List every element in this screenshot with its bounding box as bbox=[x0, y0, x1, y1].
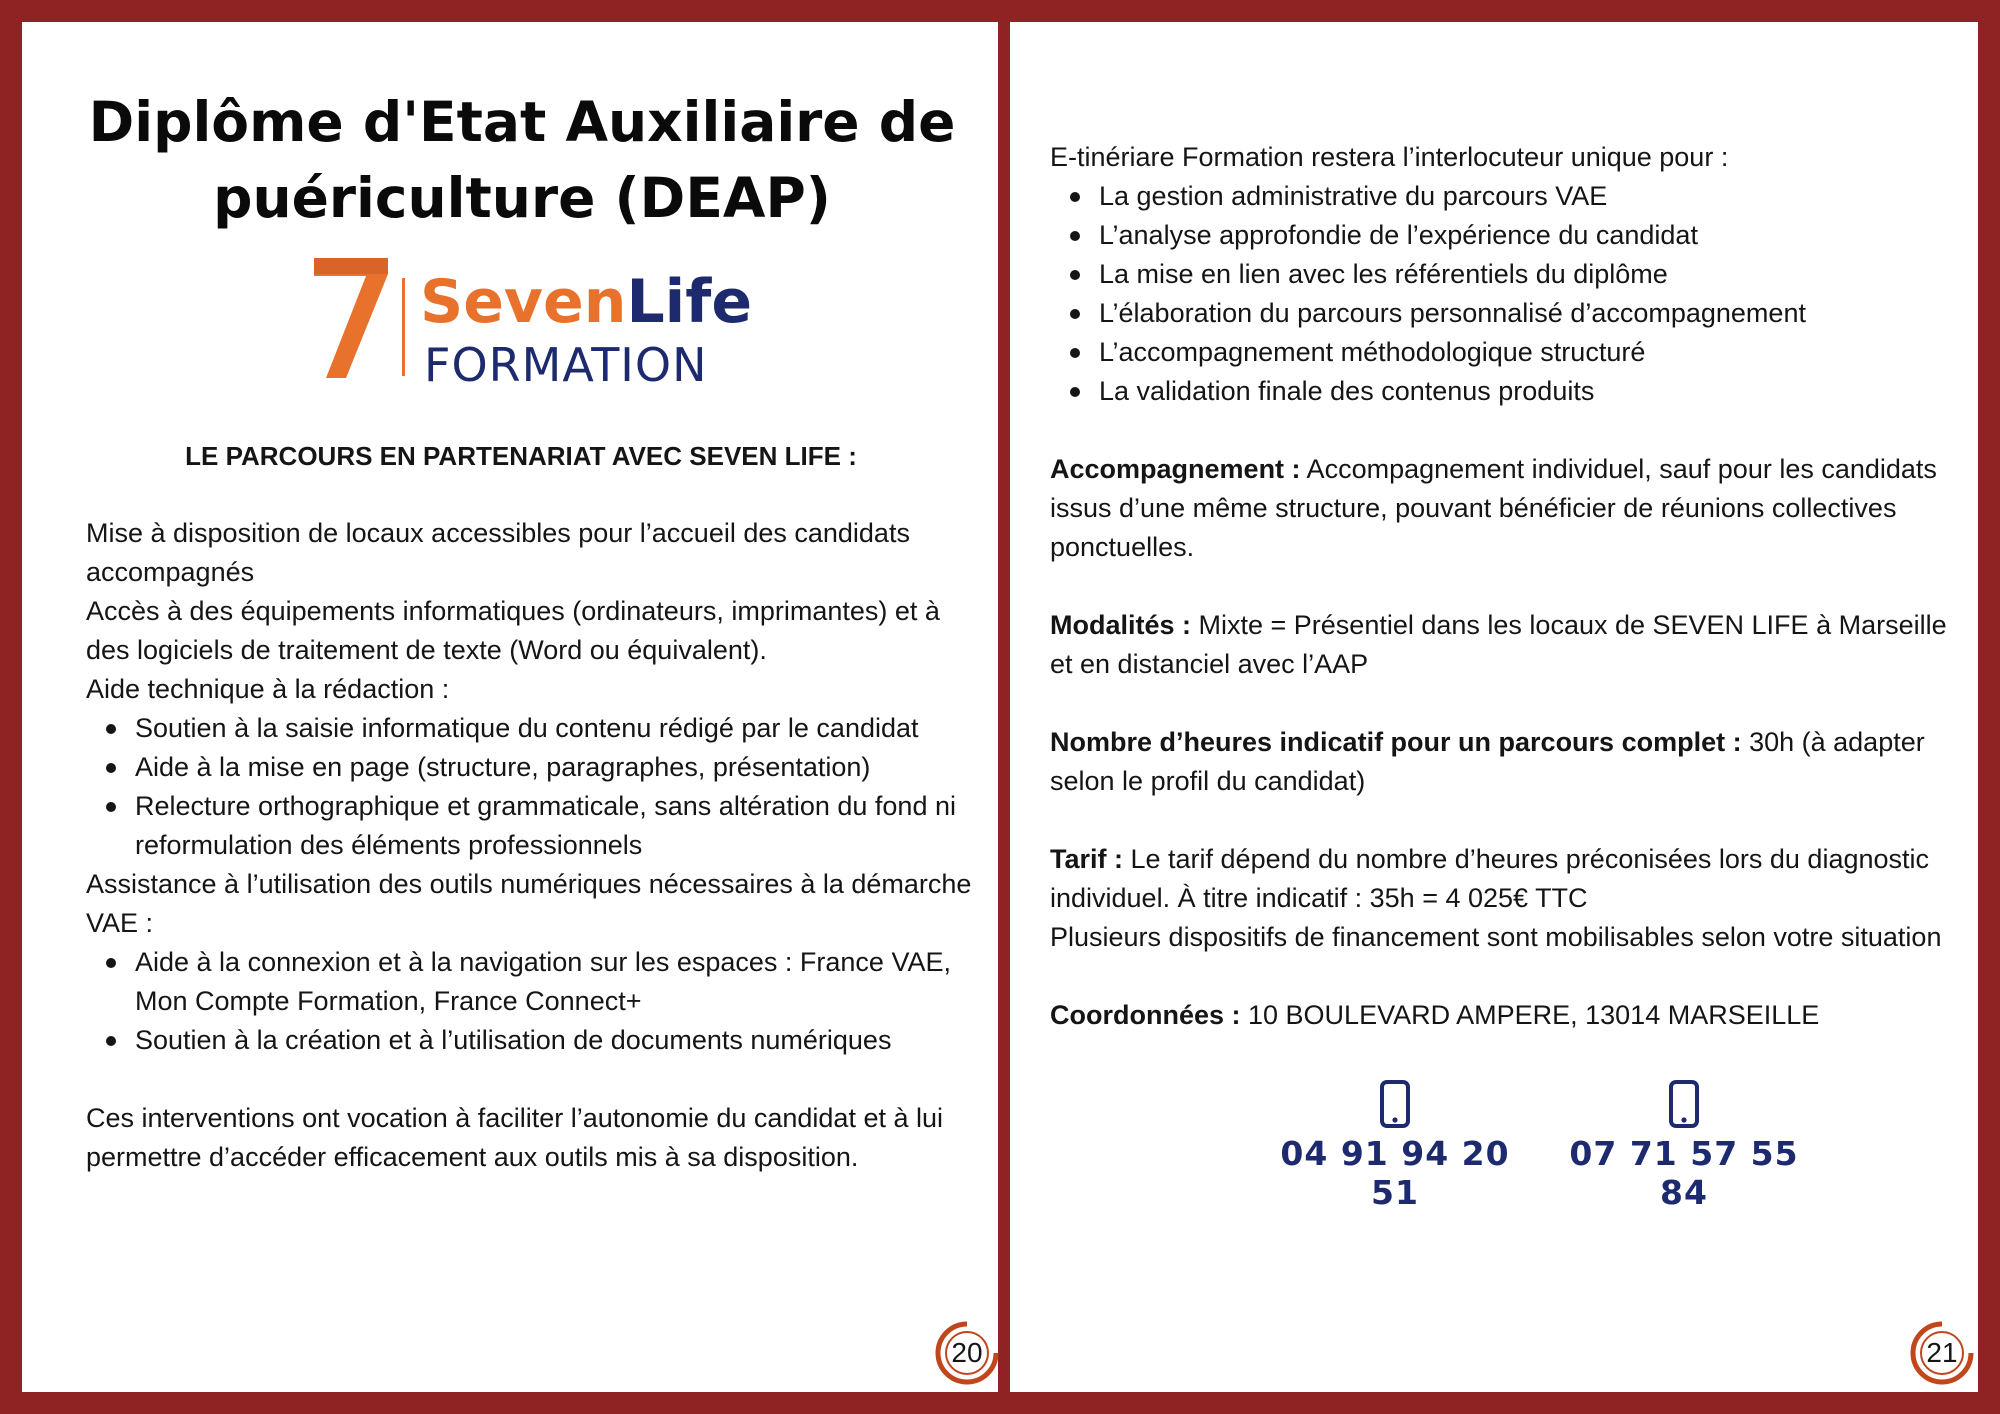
vae-details bbox=[1050, 138, 1950, 1035]
phone-contact-2 bbox=[1554, 1080, 1814, 1212]
title-line-1: Diplôme d'Etat Auxiliaire de bbox=[88, 90, 956, 154]
right-page bbox=[1010, 22, 1978, 1392]
logo-word-life: Life bbox=[626, 267, 753, 337]
document-title bbox=[82, 84, 962, 236]
list-item: La validation finale des contenus produits bbox=[1050, 372, 1950, 411]
sevenlife-logo bbox=[312, 248, 782, 398]
paragraph-closing: Ces interventions ont vocation à faciliter l’autonomie du candidat et à lui permettre d’accéder efficacement aux outils mis à sa disposition. bbox=[86, 1103, 943, 1172]
accompagnement-text: Accompagnement individuel, sauf pour les candidats issus d’une même structure, pouvant bénéficier de réunions collectives ponctuelles. bbox=[1050, 454, 1937, 562]
paragraph-aide-technique: Aide technique à la rédaction : bbox=[86, 674, 450, 704]
title-line-2: puériculture (DEAP) bbox=[213, 166, 831, 230]
page-number-badge bbox=[934, 1320, 1000, 1386]
accompagnement-label: Accompagnement : bbox=[1050, 454, 1301, 484]
coordonnees-label: Coordonnées : bbox=[1050, 1000, 1241, 1030]
intro-text: E-tinériare Formation restera l’interlocuteur unique pour : bbox=[1050, 142, 1729, 172]
logo-subtitle: FORMATION bbox=[424, 338, 708, 392]
modalites-label: Modalités : bbox=[1050, 610, 1192, 640]
phone-number-1[interactable]: 04 91 94 20 51 bbox=[1280, 1134, 1510, 1212]
page-number: 20 bbox=[951, 1337, 983, 1368]
logo-word-seven: Seven bbox=[420, 267, 627, 337]
partnership-heading: LE PARCOURS EN PARTENARIAT AVEC SEVEN LIFE : bbox=[185, 441, 857, 471]
page-number-badge bbox=[1909, 1320, 1975, 1386]
responsibilities-list bbox=[1050, 177, 1950, 411]
logo-divider bbox=[402, 278, 405, 376]
heures-section bbox=[1050, 723, 1950, 801]
tarif-section bbox=[1050, 840, 1950, 918]
list-item: L’accompagnement méthodologique structuré bbox=[1050, 333, 1950, 372]
phone-number-2[interactable]: 07 71 57 55 84 bbox=[1569, 1134, 1799, 1212]
partnership-content bbox=[86, 514, 986, 1177]
list-item: Soutien à la saisie informatique du contenu rédigé par le candidat bbox=[86, 709, 986, 748]
assistance-list bbox=[86, 943, 986, 1060]
list-item: Aide à la connexion et à la navigation sur les espaces : France VAE, Mon Compte Formation, France Connect+ bbox=[86, 943, 986, 1021]
tarif-text: Le tarif dépend du nombre d’heures préconisées lors du diagnostic individuel. À titre indicatif : 35h = 4 025€ TTC bbox=[1050, 844, 1930, 913]
modalites-section bbox=[1050, 606, 1950, 684]
list-item: La mise en lien avec les référentiels du diplôme bbox=[1050, 255, 1950, 294]
list-item: Aide à la mise en page (structure, paragraphes, présentation) bbox=[86, 748, 986, 787]
heures-label: Nombre d’heures indicatif pour un parcours complet : bbox=[1050, 727, 1742, 757]
seven-digit-logo-icon bbox=[312, 254, 390, 382]
list-item: L’élaboration du parcours personnalisé d’accompagnement bbox=[1050, 294, 1950, 333]
phone-contact-1 bbox=[1265, 1080, 1525, 1212]
paragraph-equipements: Accès à des équipements informatiques (ordinateurs, imprimantes) et à des logiciels de traitement de texte (Word ou équivalent). bbox=[86, 596, 940, 665]
paragraph-assistance: Assistance à l’utilisation des outils numériques nécessaires à la démarche VAE : bbox=[86, 869, 972, 938]
phone-contacts bbox=[1010, 1080, 1978, 1212]
accompagnement-section bbox=[1050, 450, 1950, 567]
list-item: La gestion administrative du parcours VAE bbox=[1050, 177, 1950, 216]
paragraph-locaux: Mise à disposition de locaux accessibles pour l’accueil des candidats accompagnés bbox=[86, 518, 910, 587]
list-item: Soutien à la création et à l’utilisation de documents numériques bbox=[86, 1021, 986, 1060]
coordonnees-text: 10 BOULEVARD AMPERE, 13014 MARSEILLE bbox=[1240, 1000, 1820, 1030]
phone-icon bbox=[1380, 1080, 1410, 1128]
list-item: Relecture orthographique et grammaticale, sans altération du fond ni reformulation des éléments professionnels bbox=[86, 787, 986, 865]
modalites-text: Mixte = Présentiel dans les locaux de SEVEN LIFE à Marseille et en distanciel avec l’AAP bbox=[1050, 610, 1947, 679]
left-page bbox=[22, 22, 998, 1392]
financement-text: Plusieurs dispositifs de financement sont mobilisables selon votre situation bbox=[1050, 922, 1942, 952]
tarif-label: Tarif : bbox=[1050, 844, 1123, 874]
coordonnees-section bbox=[1050, 996, 1950, 1035]
list-item: L’analyse approfondie de l’expérience du candidat bbox=[1050, 216, 1950, 255]
heures-text: 30h (à adapter selon le profil du candidat) bbox=[1050, 727, 1925, 796]
aide-technique-list bbox=[86, 709, 986, 865]
page-number: 21 bbox=[1926, 1337, 1958, 1368]
phone-icon bbox=[1669, 1080, 1699, 1128]
logo-wordmark bbox=[420, 267, 753, 337]
